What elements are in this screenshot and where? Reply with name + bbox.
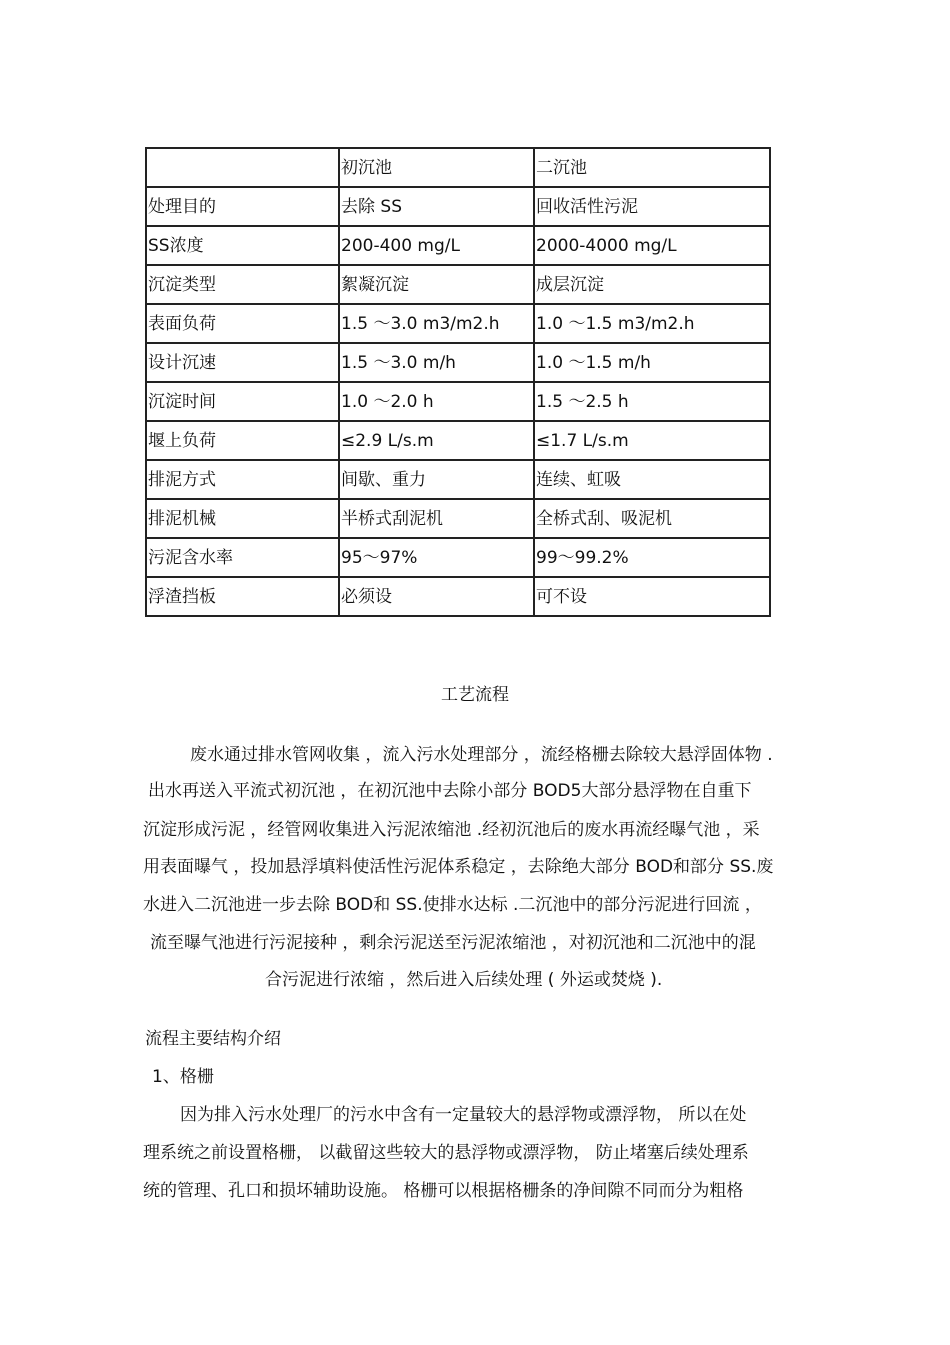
paragraph-line: 合污泥进行浓缩 ，然后进入后续处理 ( 外运或焚烧 ). (265, 970, 663, 990)
table-cell: 排泥机械 (146, 499, 339, 538)
table-cell: 连续、虹吸 (534, 460, 770, 499)
table-cell: 堰上负荷 (146, 421, 339, 460)
table-header-row (146, 148, 770, 187)
table-cell: 1.5 ～2.5 h (534, 382, 770, 421)
table-cell: 回收活性污泥 (534, 187, 770, 226)
table-row (146, 538, 770, 577)
table-row (146, 343, 770, 382)
paragraph-line: 沉淀形成污泥 ，经管网收集进入污泥浓缩池 .经初沉池后的废水再流经曝气池 ，采 (143, 820, 760, 840)
table-cell: 1.5 ～3.0 m/h (339, 343, 534, 382)
table-row (146, 577, 770, 616)
paragraph-line: 理系统之前设置格栅， 以截留这些较大的悬浮物或漂浮物， 防止堵塞后续处理系 (143, 1143, 749, 1163)
table-cell: 浮渣挡板 (146, 577, 339, 616)
section-heading-structure: 流程主要结构介绍 (145, 1029, 281, 1049)
table-cell: 排泥方式 (146, 460, 339, 499)
table-cell: 污泥含水率 (146, 538, 339, 577)
table-cell: 可不设 (534, 577, 770, 616)
paragraph-line: 统的管理、孔口和损坏辅助设施。 格栅可以根据格栅条的净间隙不同而分为粗格 (143, 1181, 744, 1201)
table-row (146, 382, 770, 421)
table-cell: 1.0 ～1.5 m/h (534, 343, 770, 382)
table-cell: 必须设 (339, 577, 534, 616)
table-cell: 表面负荷 (146, 304, 339, 343)
table-cell: 去除 SS (339, 187, 534, 226)
table-cell: 全桥式刮、吸泥机 (534, 499, 770, 538)
table-cell: 95～97% (339, 538, 534, 577)
table-cell: 成层沉淀 (534, 265, 770, 304)
section-title-process: 工艺流程 (441, 685, 509, 705)
table-cell: 处理目的 (146, 187, 339, 226)
table-cell: 设计沉速 (146, 343, 339, 382)
table-row (146, 499, 770, 538)
paragraph-line: 用表面曝气 ，投加悬浮填料使活性污泥体系稳定 ，去除绝大部分 BOD和部分 SS.废 (143, 857, 774, 877)
table-row (146, 304, 770, 343)
paragraph-line: 水进入二沉池进一步去除 BOD和 SS.使排水达标 .二沉池中的部分污泥进行回流 ， (143, 895, 762, 915)
sedimentation-comparison-table (145, 147, 771, 617)
paragraph-line: 因为排入污水处理厂的污水中含有一定量较大的悬浮物或漂浮物， 所以在处 (180, 1105, 747, 1125)
table-cell: 1.5 ～3.0 m3/m2.h (339, 304, 534, 343)
table-cell: 99～99.2% (534, 538, 770, 577)
paragraph-line: 废水通过排水管网收集 ，流入污水处理部分 ，流经格栅去除较大悬浮固体物 . (190, 745, 773, 765)
table-cell: 1.0 ～1.5 m3/m2.h (534, 304, 770, 343)
table-row (146, 265, 770, 304)
table-cell: 沉淀类型 (146, 265, 339, 304)
table-header-cell: 初沉池 (339, 148, 534, 187)
table-row (146, 460, 770, 499)
table-cell: 1.0 ～2.0 h (339, 382, 534, 421)
table-cell: 絮凝沉淀 (339, 265, 534, 304)
table-row (146, 421, 770, 460)
table-row (146, 226, 770, 265)
table-cell: 间歇、重力 (339, 460, 534, 499)
table-header-cell: 二沉池 (534, 148, 770, 187)
table-cell: 半桥式刮泥机 (339, 499, 534, 538)
table-cell: 沉淀时间 (146, 382, 339, 421)
paragraph-line: 流至曝气池进行污泥接种 ，剩余污泥送至污泥浓缩池 ，对初沉池和二沉池中的混 (150, 933, 756, 953)
table-cell: 2000-4000 mg/L (534, 226, 770, 265)
table-cell: ≤2.9 L/s.m (339, 421, 534, 460)
table-cell: SS浓度 (146, 226, 339, 265)
table-row (146, 187, 770, 226)
table-cell: ≤1.7 L/s.m (534, 421, 770, 460)
table-header-cell (146, 148, 339, 187)
item-heading-grille: 1、格栅 (152, 1067, 214, 1087)
paragraph-line: 出水再送入平流式初沉池 ，在初沉池中去除小部分 BOD5大部分悬浮物在自重下 (148, 781, 752, 801)
table-cell: 200-400 mg/L (339, 226, 534, 265)
